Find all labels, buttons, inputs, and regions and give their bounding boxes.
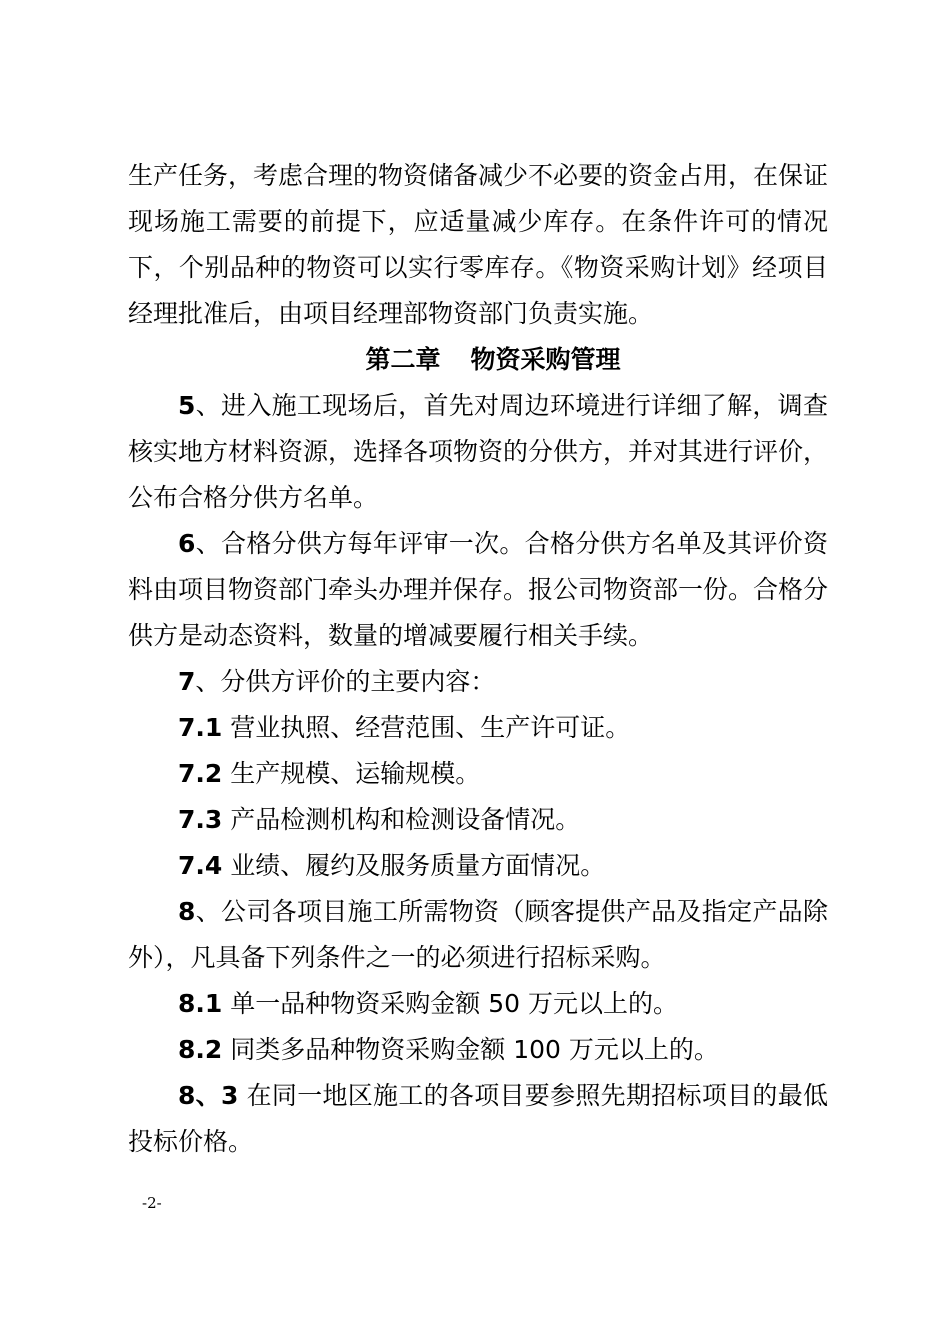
document-body bbox=[128, 153, 828, 1165]
paragraph-item-8 bbox=[128, 889, 828, 981]
item-number: 8、3 bbox=[178, 1081, 239, 1110]
paragraph-item-7-1 bbox=[128, 705, 828, 751]
paragraph-item-8-2 bbox=[128, 1027, 828, 1073]
item-number: 8.2 bbox=[178, 1035, 223, 1064]
item-number: 7.2 bbox=[178, 759, 223, 788]
paragraph-text: 营业执照、经营范围、生产许可证。 bbox=[222, 713, 631, 742]
paragraph-item-7 bbox=[128, 659, 828, 705]
item-number: 7.4 bbox=[178, 851, 223, 880]
item-number: 8.1 bbox=[178, 989, 223, 1018]
paragraph-text: 、分供方评价的主要内容： bbox=[195, 667, 496, 696]
page-number: -2- bbox=[142, 1194, 162, 1212]
item-number: 6 bbox=[178, 529, 196, 558]
chapter-title: 物资采购管理 bbox=[470, 345, 621, 374]
paragraph-item-8-1 bbox=[128, 981, 828, 1027]
item-number: 7 bbox=[178, 667, 196, 696]
paragraph-text: 生产任务，考虑合理的物资储备减少不必要的资金占用，在保证现场施工需要的前提下，应适量减少库存。在条件许可的情况下，个别品种的物资可以实行零库存。《物资采购计划》经项目经理批准后，由项目经理部物资部门负责实施。 bbox=[128, 161, 829, 328]
paragraph-text: 、合格分供方每年评审一次。合格分供方名单及其评价资料由项目物资部门牵头办理并保存。报公司物资部一份。合格分供方是动态资料，数量的增减要履行相关手续。 bbox=[128, 529, 829, 650]
item-number: 7.3 bbox=[178, 805, 223, 834]
chapter-number: 第二章 bbox=[365, 345, 441, 374]
paragraph-text: 产品检测机构和检测设备情况。 bbox=[222, 805, 581, 834]
item-number: 5 bbox=[178, 391, 196, 420]
paragraph-text: 单一品种物资采购金额 50 万元以上的。 bbox=[222, 989, 678, 1018]
paragraph-item-7-4 bbox=[128, 843, 828, 889]
chapter-heading bbox=[128, 337, 828, 383]
paragraph-text: 业绩、履约及服务质量方面情况。 bbox=[222, 851, 606, 880]
paragraph-text: 、公司各项目施工所需物资（顾客提供产品及指定产品除外），凡具备下列条件之一的必须进行招标采购。 bbox=[128, 897, 828, 972]
paragraph-item-5 bbox=[128, 383, 828, 521]
item-number: 7.1 bbox=[178, 713, 223, 742]
paragraph-text: 生产规模、运输规模。 bbox=[222, 759, 481, 788]
paragraph-item-7-2 bbox=[128, 751, 828, 797]
item-number: 8 bbox=[178, 897, 196, 926]
paragraph-item-6 bbox=[128, 521, 828, 659]
paragraph-item-8-3 bbox=[128, 1073, 828, 1165]
paragraph-text: 、进入施工现场后，首先对周边环境进行详细了解，调查核实地方材料资源，选择各项物资的分供方，并对其进行评价，公布合格分供方名单。 bbox=[128, 391, 829, 512]
paragraph-continuation bbox=[128, 153, 828, 337]
paragraph-text: 同类多品种物资采购金额 100 万元以上的。 bbox=[222, 1035, 719, 1064]
paragraph-text: 在同一地区施工的各项目要参照先期招标项目的最低投标价格。 bbox=[128, 1081, 828, 1156]
paragraph-item-7-3 bbox=[128, 797, 828, 843]
